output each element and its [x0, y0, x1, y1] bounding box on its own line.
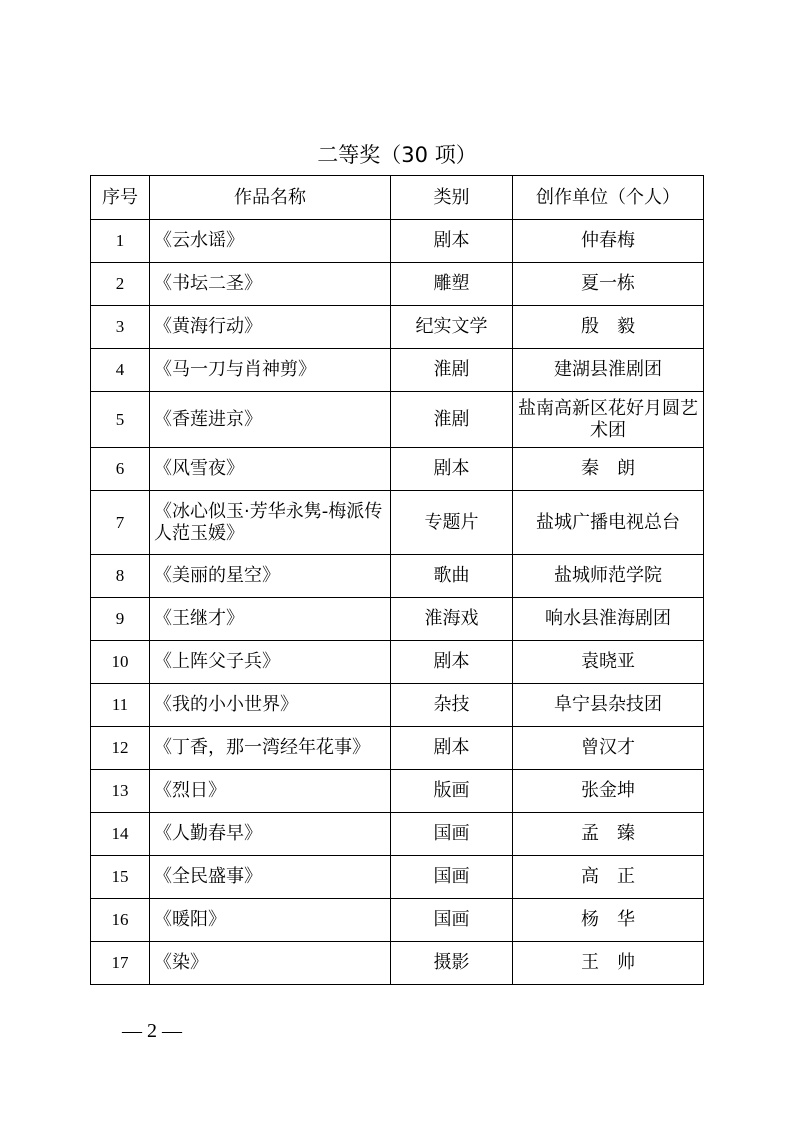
row-category: 雕塑 — [391, 263, 513, 306]
row-name: 《美丽的星空》 — [150, 555, 391, 598]
table-row — [91, 491, 704, 555]
row-name: 《云水谣》 — [150, 220, 391, 263]
row-category: 版画 — [391, 770, 513, 813]
table-row — [91, 813, 704, 856]
row-name: 《人勤春早》 — [150, 813, 391, 856]
row-category: 杂技 — [391, 684, 513, 727]
row-name: 《书坛二圣》 — [150, 263, 391, 306]
header-category: 类别 — [391, 176, 513, 220]
row-no: 11 — [91, 684, 150, 727]
header-no: 序号 — [91, 176, 150, 220]
row-unit: 杨 华 — [513, 899, 704, 942]
table-row — [91, 349, 704, 392]
row-name: 《上阵父子兵》 — [150, 641, 391, 684]
row-name: 《风雪夜》 — [150, 448, 391, 491]
awards-table — [90, 175, 704, 985]
table-row — [91, 263, 704, 306]
row-category: 国画 — [391, 813, 513, 856]
row-unit: 王 帅 — [513, 942, 704, 985]
table-row — [91, 392, 704, 448]
row-no: 10 — [91, 641, 150, 684]
row-category: 淮剧 — [391, 349, 513, 392]
row-category: 剧本 — [391, 641, 513, 684]
row-category: 摄影 — [391, 942, 513, 985]
row-no: 7 — [91, 491, 150, 555]
row-unit: 盐城广播电视总台 — [513, 491, 704, 555]
table-row — [91, 598, 704, 641]
row-unit: 袁晓亚 — [513, 641, 704, 684]
row-unit: 建湖县淮剧团 — [513, 349, 704, 392]
row-no: 9 — [91, 598, 150, 641]
row-category: 淮海戏 — [391, 598, 513, 641]
table-row — [91, 448, 704, 491]
table-row — [91, 770, 704, 813]
row-no: 3 — [91, 306, 150, 349]
row-category: 专题片 — [391, 491, 513, 555]
row-no: 2 — [91, 263, 150, 306]
row-name: 《染》 — [150, 942, 391, 985]
row-category: 国画 — [391, 856, 513, 899]
table-row — [91, 899, 704, 942]
row-name: 《冰心似玉·芳华永隽-梅派传人范玉媛》 — [150, 491, 391, 555]
page-number: — 2 — — [122, 1020, 182, 1042]
row-name: 《香莲进京》 — [150, 392, 391, 448]
row-unit: 孟 臻 — [513, 813, 704, 856]
row-no: 14 — [91, 813, 150, 856]
row-name: 《烈日》 — [150, 770, 391, 813]
row-unit: 秦 朗 — [513, 448, 704, 491]
row-unit: 盐南高新区花好月圆艺术团 — [513, 392, 704, 448]
row-unit: 殷 毅 — [513, 306, 704, 349]
row-unit: 阜宁县杂技团 — [513, 684, 704, 727]
row-category: 国画 — [391, 899, 513, 942]
row-unit: 响水县淮海剧团 — [513, 598, 704, 641]
table-row — [91, 942, 704, 985]
table-row — [91, 856, 704, 899]
row-name: 《全民盛事》 — [150, 856, 391, 899]
row-unit: 夏一栋 — [513, 263, 704, 306]
row-unit: 盐城师范学院 — [513, 555, 704, 598]
row-no: 12 — [91, 727, 150, 770]
table-row — [91, 220, 704, 263]
table-row — [91, 641, 704, 684]
row-unit: 曾汉才 — [513, 727, 704, 770]
row-name: 《我的小小世界》 — [150, 684, 391, 727]
row-no: 1 — [91, 220, 150, 263]
row-no: 15 — [91, 856, 150, 899]
table-row — [91, 727, 704, 770]
row-no: 13 — [91, 770, 150, 813]
row-category: 纪实文学 — [391, 306, 513, 349]
row-category: 剧本 — [391, 448, 513, 491]
row-name: 《暖阳》 — [150, 899, 391, 942]
row-no: 16 — [91, 899, 150, 942]
header-unit: 创作单位（个人） — [513, 176, 704, 220]
row-no: 8 — [91, 555, 150, 598]
table-row — [91, 555, 704, 598]
row-category: 歌曲 — [391, 555, 513, 598]
row-category: 淮剧 — [391, 392, 513, 448]
section-title: 二等奖（30 项） — [317, 143, 477, 167]
row-unit: 张金坤 — [513, 770, 704, 813]
table-row — [91, 306, 704, 349]
row-name: 《黄海行动》 — [150, 306, 391, 349]
row-no: 5 — [91, 392, 150, 448]
row-category: 剧本 — [391, 220, 513, 263]
row-no: 6 — [91, 448, 150, 491]
row-unit: 高 正 — [513, 856, 704, 899]
row-name: 《丁香，那一湾经年花事》 — [150, 727, 391, 770]
row-name: 《马一刀与肖神剪》 — [150, 349, 391, 392]
table-header-row — [91, 176, 704, 220]
row-no: 4 — [91, 349, 150, 392]
header-name: 作品名称 — [150, 176, 391, 220]
row-unit: 仲春梅 — [513, 220, 704, 263]
row-no: 17 — [91, 942, 150, 985]
row-name: 《王继才》 — [150, 598, 391, 641]
table-row — [91, 684, 704, 727]
row-category: 剧本 — [391, 727, 513, 770]
